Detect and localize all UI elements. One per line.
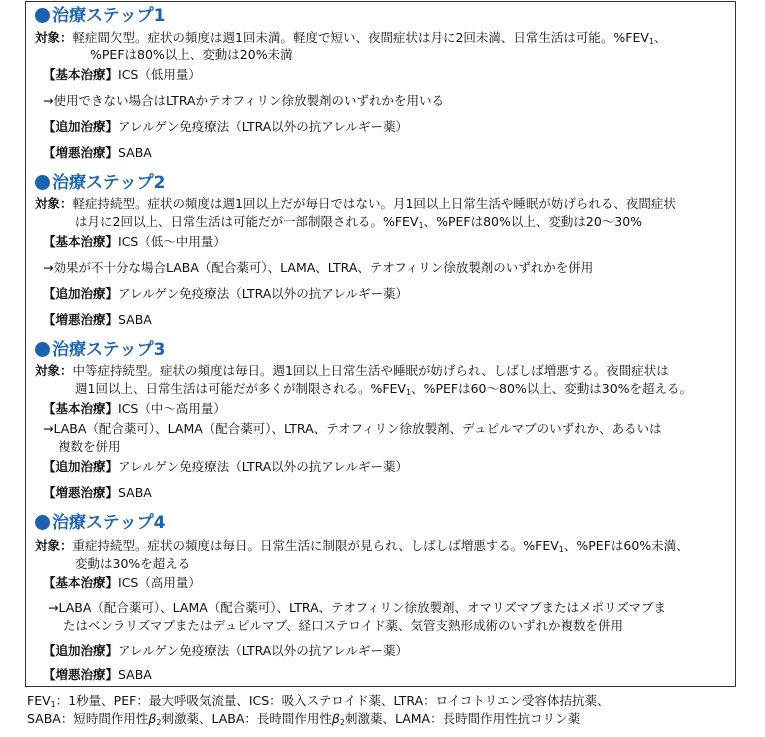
step3-additional: 【追加治療】アレルゲン免疫療法（LTRA以外の抗アレルギー薬） bbox=[43, 459, 408, 474]
bullet-dot-icon bbox=[35, 515, 50, 530]
step4-title: 治療ステップ4 bbox=[35, 512, 166, 534]
treatment-steps-box bbox=[25, 1, 736, 687]
step3-target-cont: 週1回以上、日常生活は可能だが多くが制限される。$\%FEV_1$、%PEFは60〜80%以上、変動は30%を超える。 bbox=[75, 381, 693, 397]
bullet-dot-icon bbox=[35, 342, 50, 357]
step3-target: 対象：中等症持続型。症状の頻度は毎日。週1回以上日常生活や睡眠が妨げられ、しばしば増悪する。夜間症状は bbox=[35, 363, 669, 378]
step4-basic-note: →LABA（配合薬可）、LAMA（配合薬可）、LTRA、テオフィリン徐放製剤、オマリズマブまたはメポリズマブま bbox=[48, 600, 667, 615]
step1-target-cont: %PEFは80%以上、変動は20%未満 bbox=[90, 47, 293, 62]
step1-title: 治療ステップ1 bbox=[35, 5, 166, 27]
step2-target-cont: は月に2回以上、日常生活は可能だが一部制限される。$\%FEV_1$、%PEFは80%以上、変動は20〜30% bbox=[75, 214, 643, 230]
bullet-dot-icon bbox=[35, 175, 50, 190]
step4-basic-note-cont: たはベンラリズマブまたはデュピルマブ、経口ステロイド薬、気管支熱形成術のいずれか複数を併用 bbox=[63, 618, 624, 633]
abbreviations-footnote bbox=[27, 692, 610, 728]
step1-target: 対象：軽症間欠型。症状の頻度は週1回未満。軽度で短い、夜間症状は月に2回未満、日常生活は可能。$\%FEV_1$、 bbox=[35, 30, 667, 46]
step4-additional: 【追加治療】アレルゲン免疫療法（LTRA以外の抗アレルギー薬） bbox=[43, 643, 408, 658]
step4-target-cont: 変動は30%を超える bbox=[75, 556, 191, 571]
step1-basic: 【基本治療】ICS（低用量） bbox=[43, 67, 201, 82]
step1-basic-note: →使用できない場合はLTRAかテオフィリン徐放製剤のいずれかを用いる bbox=[43, 93, 444, 108]
step2-title: 治療ステップ2 bbox=[35, 172, 166, 194]
step1-exacerbation: 【増悪治療】SABA bbox=[43, 145, 152, 160]
footnote-line-1: $FEV_1$：1秒量、PEF：最大呼吸気流量、ICS：吸入ステロイド薬、LTRA：ロイコトリエン受容体拮抗薬、 bbox=[27, 693, 610, 709]
step3-basic-note-cont: 複数を併用 bbox=[58, 439, 121, 454]
step3-basic-note: →LABA（配合薬可）、LAMA（配合薬可）、LTRA、テオフィリン徐放製剤、デュピルマブのいずれか、あるいは bbox=[43, 421, 662, 436]
step4-exacerbation: 【増悪治療】SABA bbox=[43, 667, 152, 682]
step1-additional: 【追加治療】アレルゲン免疫療法（LTRA以外の抗アレルギー薬） bbox=[43, 119, 408, 134]
footnote-line-2: SABA：短時間作用性$\beta_2$刺激薬、LABA：長時間作用性$\beta_2$刺激薬、LAMA：長時間作用性抗コリン薬 bbox=[27, 711, 581, 727]
step2-basic-note: →効果が不十分な場合LABA（配合薬可）、LAMA、LTRA、テオフィリン徐放製剤のいずれかを併用 bbox=[43, 260, 594, 275]
step2-exacerbation: 【増悪治療】SABA bbox=[43, 312, 152, 327]
step3-exacerbation: 【増悪治療】SABA bbox=[43, 485, 152, 500]
step3-title: 治療ステップ3 bbox=[35, 339, 166, 361]
step4-target: 対象：重症持続型。症状の頻度は毎日。日常生活に制限が見られ、しばしば増悪する。$\%FEV_1$、%PEFは60%未満、 bbox=[35, 538, 689, 554]
bullet-dot-icon bbox=[35, 8, 50, 23]
step2-target: 対象：軽症持続型。症状の頻度は週1回以上だが毎日ではない。月1回以上日常生活や睡眠が妨げられる、夜間症状 bbox=[35, 196, 676, 211]
step2-additional: 【追加治療】アレルゲン免疫療法（LTRA以外の抗アレルギー薬） bbox=[43, 286, 408, 301]
step3-basic: 【基本治療】ICS（中〜高用量） bbox=[43, 401, 226, 416]
step4-basic: 【基本治療】ICS（高用量） bbox=[43, 575, 201, 590]
step2-basic: 【基本治療】ICS（低〜中用量） bbox=[43, 234, 226, 249]
